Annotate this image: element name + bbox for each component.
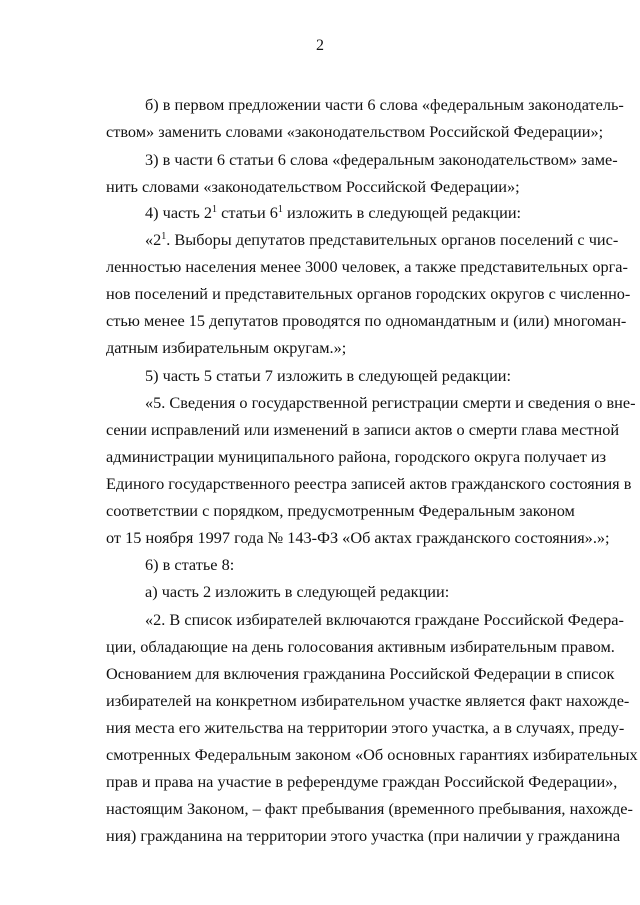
- text-line: администрации муниципального района, городского округа получает из: [106, 447, 607, 466]
- text-line: 6) в статье 8:: [145, 555, 235, 574]
- text-line: [145, 230, 619, 250]
- text-line: нов поселений и представительных органов городских округов с численно-: [106, 284, 631, 303]
- text-line: смотренных Федеральным законом «Об основных гарантиях избирательных: [106, 745, 638, 764]
- text-line: б) в первом предложении части 6 слова «федеральным законодатель-: [145, 95, 624, 114]
- superscript: 1: [161, 231, 167, 242]
- text-line: а) часть 2 изложить в следующей редакции:: [145, 582, 450, 601]
- text-line: Основанием для включения гражданина Российской Федерации в список: [106, 664, 615, 683]
- text-run: статьи 6: [217, 203, 278, 222]
- text-line: датным избирательным округам.»;: [106, 338, 347, 357]
- text-run: «2: [145, 230, 162, 249]
- text-run: 4) часть 2: [145, 203, 213, 222]
- text-run: изложить в следующей редакции:: [282, 203, 522, 222]
- superscript: 1: [277, 204, 283, 215]
- text-line: «2. В список избирателей включаются граждане Российской Федера-: [145, 610, 624, 629]
- text-line: сении исправлений или изменений в записи актов о смерти глава местной: [106, 420, 620, 439]
- text-line: настоящим Законом, – факт пребывания (временного пребывания, нахожде-: [106, 799, 633, 818]
- text-line: избирателей на конкретном избирательном участке является факт нахожде-: [106, 691, 630, 710]
- text-line: ленностью населения менее 3000 человек, а также представительных орга-: [106, 257, 628, 276]
- text-line: ния места его жительства на территории этого участка, а в случаях, преду-: [106, 718, 625, 737]
- text-run: . Выборы депутатов представительных органов поселений с чис-: [166, 230, 619, 249]
- text-line: 3) в части 6 статьи 6 слова «федеральным законодательством» заме-: [145, 150, 618, 169]
- text-line: нить словами «законодательством Российской Федерации»;: [106, 177, 520, 196]
- text-line: 5) часть 5 статьи 7 изложить в следующей редакции:: [145, 366, 512, 385]
- text-line: от 15 ноября 1997 года № 143-ФЗ «Об актах гражданского состояния».»;: [106, 528, 610, 547]
- text-line: стью менее 15 депутатов проводятся по одномандатным и (или) многоман-: [106, 311, 627, 330]
- text-line: Единого государственного реестра записей актов гражданского состояния в: [106, 474, 632, 493]
- text-line: «5. Сведения о государственной регистрации смерти и сведения о вне-: [145, 393, 636, 412]
- text-line: соответствии с порядком, предусмотренным Федеральным законом: [106, 501, 575, 520]
- text-line: ством» заменить словами «законодательством Российской Федерации»;: [106, 122, 604, 141]
- text-line: ции, обладающие на день голосования активным избирательным правом.: [106, 637, 615, 656]
- text-line: ния) гражданина на территории этого участка (при наличии у гражданина: [106, 826, 621, 845]
- text-line: прав и права на участие в референдуме граждан Российской Федерации»,: [106, 772, 618, 791]
- superscript: 1: [212, 204, 218, 215]
- text-line: [145, 203, 531, 223]
- page-number: 2: [316, 37, 324, 54]
